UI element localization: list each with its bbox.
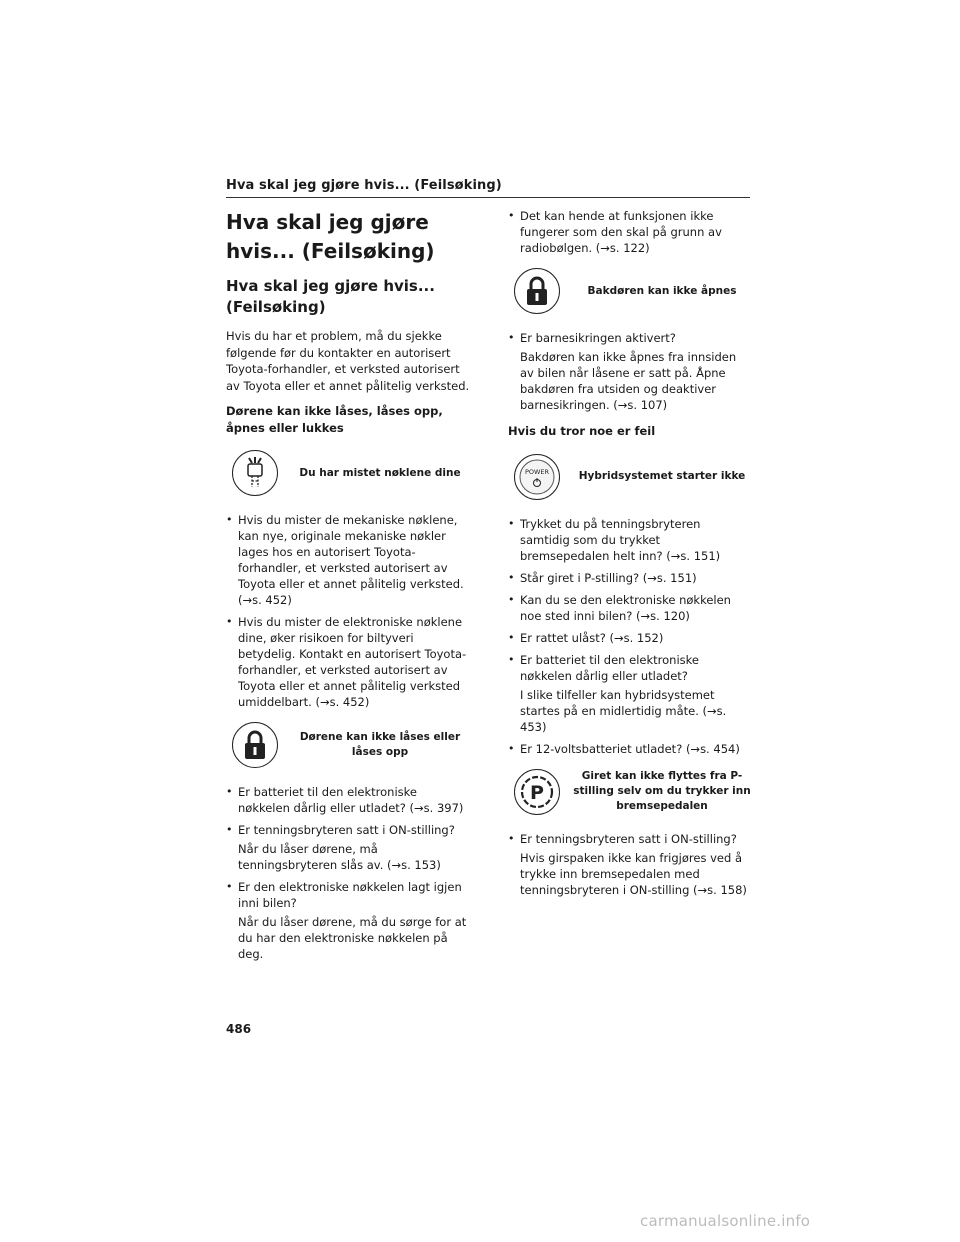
item-text: Er 12-voltsbatteriet utladet? (→s. 454)	[520, 741, 740, 756]
list-item	[508, 831, 752, 898]
page-number: 486	[226, 1022, 252, 1036]
power-text: POWER	[524, 467, 550, 476]
intro-paragraph: Hvis du har et problem, må du sjekke følgende før du kontakter en autorisert Toyota-forhandler, et verksted autorisert av Toyota eller et annet pålitelig verksted.	[226, 329, 470, 393]
item-text: Det kan hende at funksjonen ikke fungerer som den skal på grunn av radiobølgen. (→s. 122)	[520, 209, 722, 255]
symptom-label: Bakdøren kan ikke åpnes	[587, 284, 737, 297]
list-item	[508, 570, 752, 586]
symptom-shift	[508, 763, 752, 821]
item-note: Hvis girspaken ikke kan frigjøres ved å trykke inn bremsepedalen med tenningsbryteren i ON-stilling (→s. 158)	[520, 850, 747, 897]
doors-locked-list	[226, 784, 470, 962]
item-note: Når du låser dørene, må du sørge for at du har den elektroniske nøkkelen på deg.	[238, 915, 467, 961]
item-note: I slike tilfeller kan hybridsystemet startes på en midlertidig måte. (→s. 453)	[520, 687, 727, 734]
padlock-icon	[232, 722, 278, 768]
item-text: Er batteriet til den elektroniske nøkkelen dårlig eller utladet?	[520, 652, 699, 683]
key-icon	[232, 450, 278, 496]
list-item	[226, 784, 470, 816]
symptom-label: Du har mistet nøklene dine	[299, 466, 461, 479]
chapter-title: Hva skal jeg gjøre hvis... (Feilsøking)	[226, 210, 435, 263]
list-item	[508, 208, 752, 256]
item-text: Hvis du mister de mekaniske nøklene, kan nye, originale mekaniske nøkler lages hos en autorisert Toyota-forhandler, et verksted autorisert av Toyota eller et annet pålitelig verksted. (→s. 452)	[238, 513, 464, 607]
list-item	[226, 614, 470, 710]
item-text: Er den elektroniske nøkkelen lagt igjen inni bilen?	[238, 880, 462, 910]
item-text: Kan du se den elektroniske nøkkelen noe sted inni bilen? (→s. 120)	[520, 592, 731, 623]
item-text: Er barnesikringen aktivert?	[520, 331, 676, 345]
item-text: Er tenningsbryteren satt i ON-stilling?	[520, 831, 737, 846]
fault-heading: Hvis du tror noe er feil	[508, 424, 656, 438]
list-item	[508, 630, 752, 646]
hybrid-list	[508, 516, 752, 757]
list-item	[508, 330, 752, 413]
symptom-hybrid	[508, 448, 752, 506]
park-glyph: P	[530, 781, 544, 804]
list-item	[508, 592, 752, 624]
item-text: Trykket du på tenningsbryteren samtidig som du trykket bremsepedalen helt inn? (→s. 151)	[520, 516, 721, 563]
list-item	[226, 822, 470, 873]
park-gear-icon	[514, 769, 560, 815]
item-text: Hvis du mister de elektroniske nøklene dine, øker risikoen for biltyveri betydelig. Kontakt en autorisert Toyota-forhandler, et verksted autorisert av Toyota eller et annet pålitelig verksted umiddelbart. (→s. 452)	[238, 615, 467, 709]
symptom-label: Hybridsystemet starter ikke	[578, 470, 746, 482]
power-button-icon	[514, 454, 560, 500]
list-item	[226, 879, 470, 962]
doors-locked-list-continued	[508, 208, 752, 256]
left-column	[226, 208, 470, 968]
item-note: Når du låser dørene, må tenningsbryteren slås av. (→s. 153)	[238, 842, 441, 872]
symptom-doors-locked	[226, 716, 470, 774]
section-title: Hva skal jeg gjøre hvis... (Feilsøking)	[226, 277, 435, 316]
padlock-icon	[514, 268, 560, 314]
item-text: Står giret i P-stilling? (→s. 151)	[520, 570, 697, 585]
list-item	[508, 652, 752, 735]
item-text: Er rattet ulåst? (→s. 152)	[520, 630, 664, 645]
right-column	[508, 208, 752, 904]
back-door-list	[508, 330, 752, 413]
shift-list	[508, 831, 752, 898]
running-head: Hva skal jeg gjøre hvis... (Feilsøking)	[226, 178, 750, 198]
item-text: Er batteriet til den elektroniske nøkkelen dårlig eller utladet? (→s. 397)	[238, 785, 464, 815]
item-note: Bakdøren kan ikke åpnes fra innsiden av bilen når låsene er satt på. Åpne bakdøren fra utsiden og deaktiver barnesikringen. (→s. 107)	[520, 350, 737, 412]
doors-heading: Dørene kan ikke låses, låses opp, åpnes eller lukkes	[226, 404, 443, 435]
symptom-label: Giret kan ikke flyttes fra P-stilling selv om du trykker inn bremsepedalen	[573, 770, 751, 812]
symptom-lost-keys	[226, 444, 470, 502]
list-item	[508, 741, 752, 757]
item-text: Er tenningsbryteren satt i ON-stilling?	[238, 823, 455, 837]
list-item	[508, 516, 752, 564]
lost-keys-list	[226, 512, 470, 710]
list-item	[226, 512, 470, 608]
symptom-label: Dørene kan ikke låses eller låses opp	[299, 731, 461, 758]
watermark: carmanualsonline.info	[640, 1212, 811, 1230]
symptom-back-door	[508, 262, 752, 320]
